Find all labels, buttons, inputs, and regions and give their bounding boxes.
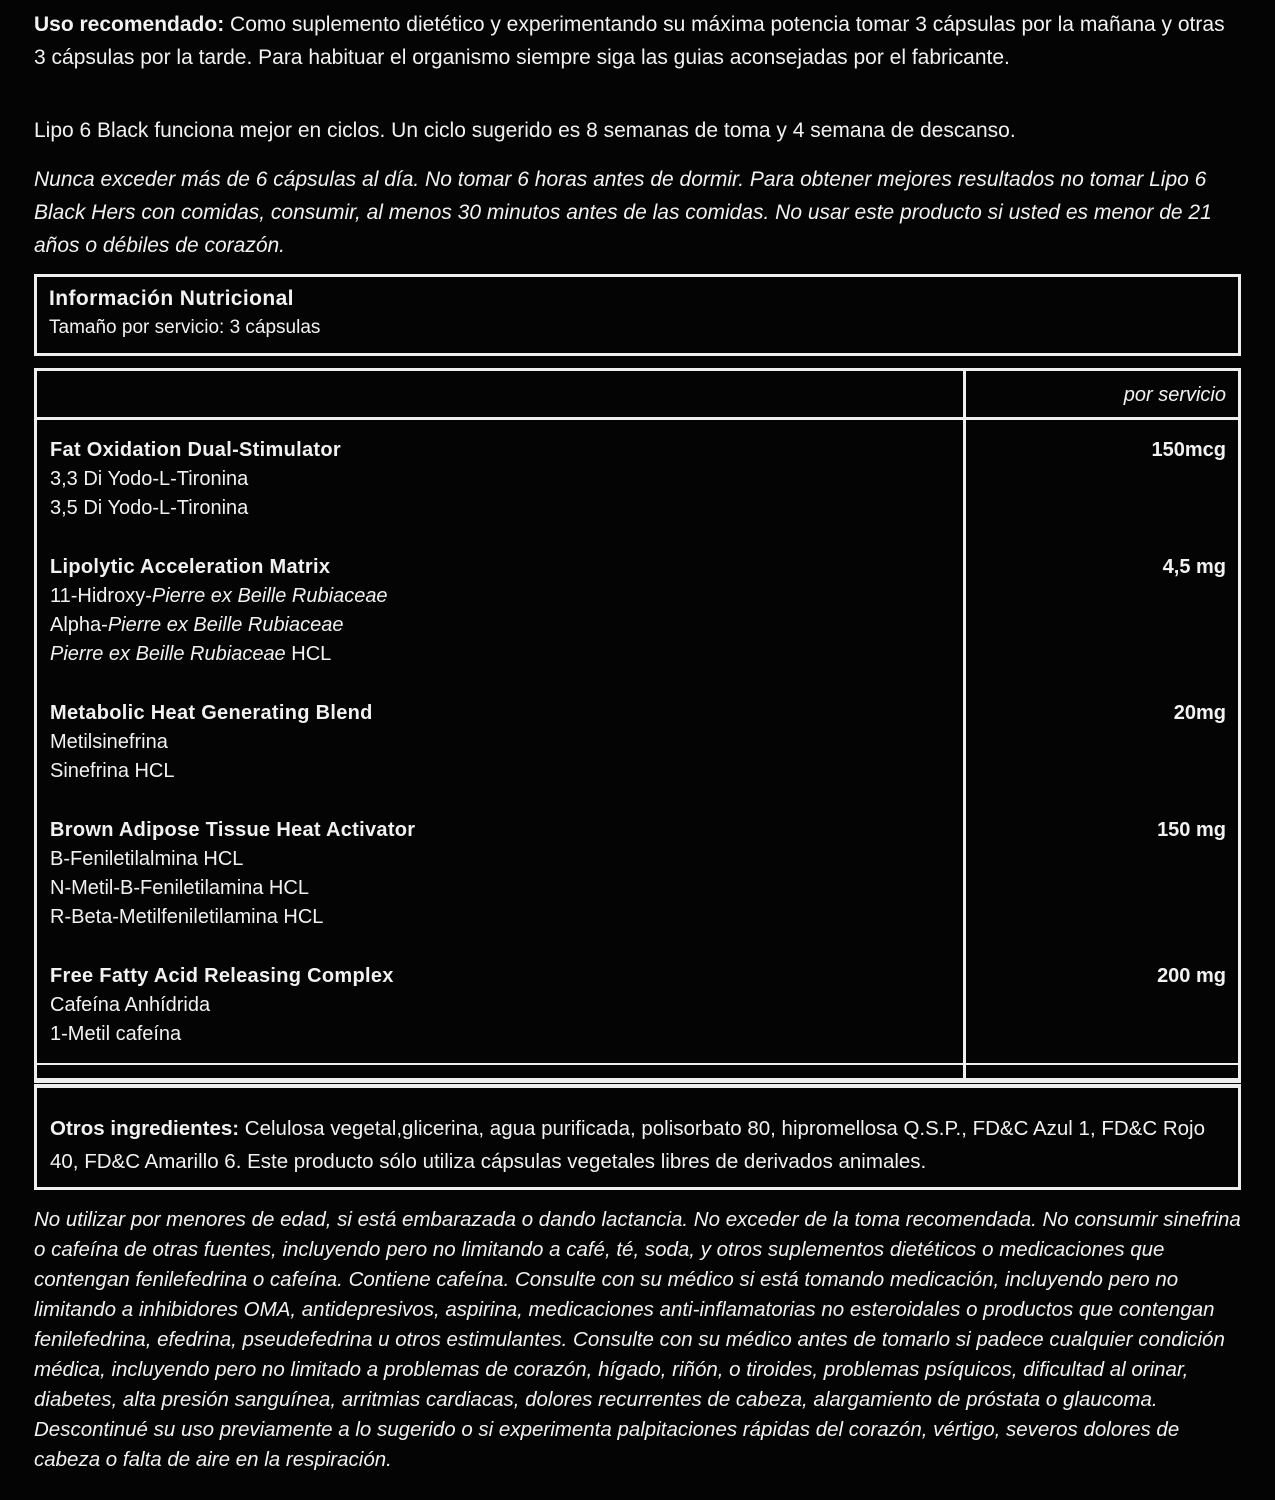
table-bottom-spacer-row: [37, 1063, 1238, 1078]
group-name: Metabolic Heat Generating Blend: [50, 702, 373, 724]
group-amount-cell: [963, 523, 1238, 669]
ingredient-species-name: Pierre ex Beille Rubiaceae: [151, 585, 388, 607]
group-ingredients-cell: [37, 786, 963, 932]
ingredient-text: Metilsinefrina: [50, 731, 168, 753]
recommended-use-label: Uso recomendado:: [34, 13, 225, 36]
amount-value: 20mg: [1173, 702, 1226, 724]
group-name: Brown Adipose Tissue Heat Activator: [50, 819, 416, 841]
per-serving-header-empty-cell: [37, 371, 963, 417]
ingredient-line: [50, 845, 951, 874]
ingredient-line: [50, 991, 951, 1020]
cycle-paragraph: Lipo 6 Black funciona mejor en ciclos. Un ciclo sugerido es 8 semanas de toma y 4 semana de descanso.: [34, 119, 1016, 142]
ingredient-text: 1-Metil cafeína: [50, 1023, 182, 1045]
nutrition-facts-table: [34, 368, 1241, 1083]
serving-size-text: Tamaño por servicio: 3 cápsulas: [49, 317, 321, 338]
ingredient-line: [50, 757, 951, 786]
amount-value: 4,5 mg: [1162, 556, 1226, 578]
group-name: Fat Oxidation Dual-Stimulator: [50, 439, 341, 461]
group-amount-cell: [963, 420, 1238, 523]
ingredient-text: N-Metil-B-Feniletilamina HCL: [50, 877, 309, 899]
ingredient-line: [50, 728, 951, 757]
other-ingredients-text: Celulosa vegetal,glicerina, agua purificada, polisorbato 80, hipromellosa Q.S.P., FD&C Azul 1, FD&C Rojo 40, FD&C Amarillo 6. Este producto sólo utiliza cápsulas vegetales libres de derivados animales.: [50, 1117, 1205, 1173]
recommended-use-text: Como suplemento dietético y experimentando su máxima potencia tomar 3 cápsulas por la mañana y otras 3 cápsulas por la tarde. Para habituar el organismo siempre siga las guias aconsejadas por el fabricante.: [34, 13, 1225, 69]
ingredient-group-row: [37, 669, 1238, 786]
ingredient-text: Alpha-: [50, 614, 108, 636]
per-serving-header-row: [37, 371, 1238, 420]
ingredient-text: R-Beta-Metilfeniletilamina HCL: [50, 906, 324, 928]
ingredient-group-row: [37, 420, 1238, 523]
group-amount-cell: [963, 932, 1238, 1063]
group-amount-cell: [963, 669, 1238, 786]
ingredient-species-name: Pierre ex Beille Rubiaceae: [50, 643, 286, 665]
group-name: Lipolytic Acceleration Matrix: [50, 556, 331, 578]
amount-value: 200 mg: [1157, 965, 1226, 987]
nutrition-facts-header-box: [34, 274, 1241, 356]
recommended-use-paragraph: [34, 8, 1241, 74]
ingredient-line: [50, 1020, 951, 1049]
facts-rows: [37, 420, 1238, 1063]
group-amount-cell: [963, 786, 1238, 932]
ingredient-text: Sinefrina HCL: [50, 760, 175, 782]
ingredient-line: [50, 494, 951, 523]
ingredient-text: 3,5 Di Yodo-L-Tironina: [50, 497, 249, 519]
group-name: Free Fatty Acid Releasing Complex: [50, 965, 394, 987]
ingredient-text: 11-Hidroxy-: [50, 585, 152, 607]
ingredient-line: [50, 582, 951, 611]
caution-paragraph: Nunca exceder más de 6 cápsulas al día. No tomar 6 horas antes de dormir. Para obtener mejores resultados no tomar Lipo 6 Black Hers con comidas, consumir, al menos 30 minutos antes de las comidas. No usar este producto si usted es menor de 21 años o débiles de corazón.: [34, 168, 1212, 257]
ingredient-species-name: Pierre ex Beille Rubiaceae: [107, 614, 344, 636]
ingredient-group-row: [37, 932, 1238, 1063]
intro-section: [34, 8, 1241, 262]
ingredient-line: [50, 903, 951, 932]
group-ingredients-cell: [37, 669, 963, 786]
group-ingredients-cell: [37, 523, 963, 669]
ingredient-line: [50, 465, 951, 494]
other-ingredients-box: [34, 1084, 1241, 1190]
amount-value: 150mcg: [1151, 439, 1226, 461]
ingredient-text: 3,3 Di Yodo-L-Tironina: [50, 468, 249, 490]
amount-value: 150 mg: [1157, 819, 1226, 841]
ingredient-group-row: [37, 786, 1238, 932]
per-serving-column-header: por servicio: [963, 371, 1238, 417]
ingredient-text: B-Feniletilalmina HCL: [50, 848, 244, 870]
ingredient-line: [50, 874, 951, 903]
disclaimer-paragraph: No utilizar por menores de edad, si está embarazada o dando lactancia. No exceder de la toma recomendada. No consumir sinefrina o cafeína de otras fuentes, incluyendo pero no limitando a café, té, soda, y otros suplementos dietéticos o medicaciones que contengan fenilefedrina o cafeína. Contiene cafeína. Consulte con su médico si está tomando medicación, incluyendo pero no limitando a inhibidores OMA, antidepresivos, aspirina, medicaciones anti-inflamatorias no esteroidales o productos que contengan fenilefedrina, efedrina, pseudefedrina u otros estimulantes. Consulte con su médico antes de tomarlo si padece cualquier condición médica, incluyendo pero no limitado a problemas de corazón, hígado, riñón, o tiroides, problemas psíquicos, dificultad al orinar, diabetes, alta presión sanguínea, arritmias cardiacas, dolores recurrentes de cabeza, alargamiento de próstata o glaucoma. Descontinué su uso previamente a lo sugerido o si experimenta palpitaciones rápidas del corazón, vértigo, severos dolores de cabeza o falta de aire en la respiración.: [34, 1208, 1241, 1471]
ingredient-text: Cafeína Anhídrida: [50, 994, 211, 1016]
other-ingredients-label: Otros ingredientes:: [50, 1117, 240, 1140]
nutrition-facts-title: Información Nutricional: [49, 287, 294, 310]
group-ingredients-cell: [37, 932, 963, 1063]
spacer-right-cell: [963, 1065, 1238, 1078]
ingredient-line: [50, 640, 951, 669]
spacer-left-cell: [37, 1065, 963, 1078]
ingredient-line: [50, 611, 951, 640]
ingredient-group-row: [37, 523, 1238, 669]
group-ingredients-cell: [37, 420, 963, 523]
ingredient-text: HCL: [285, 643, 332, 665]
